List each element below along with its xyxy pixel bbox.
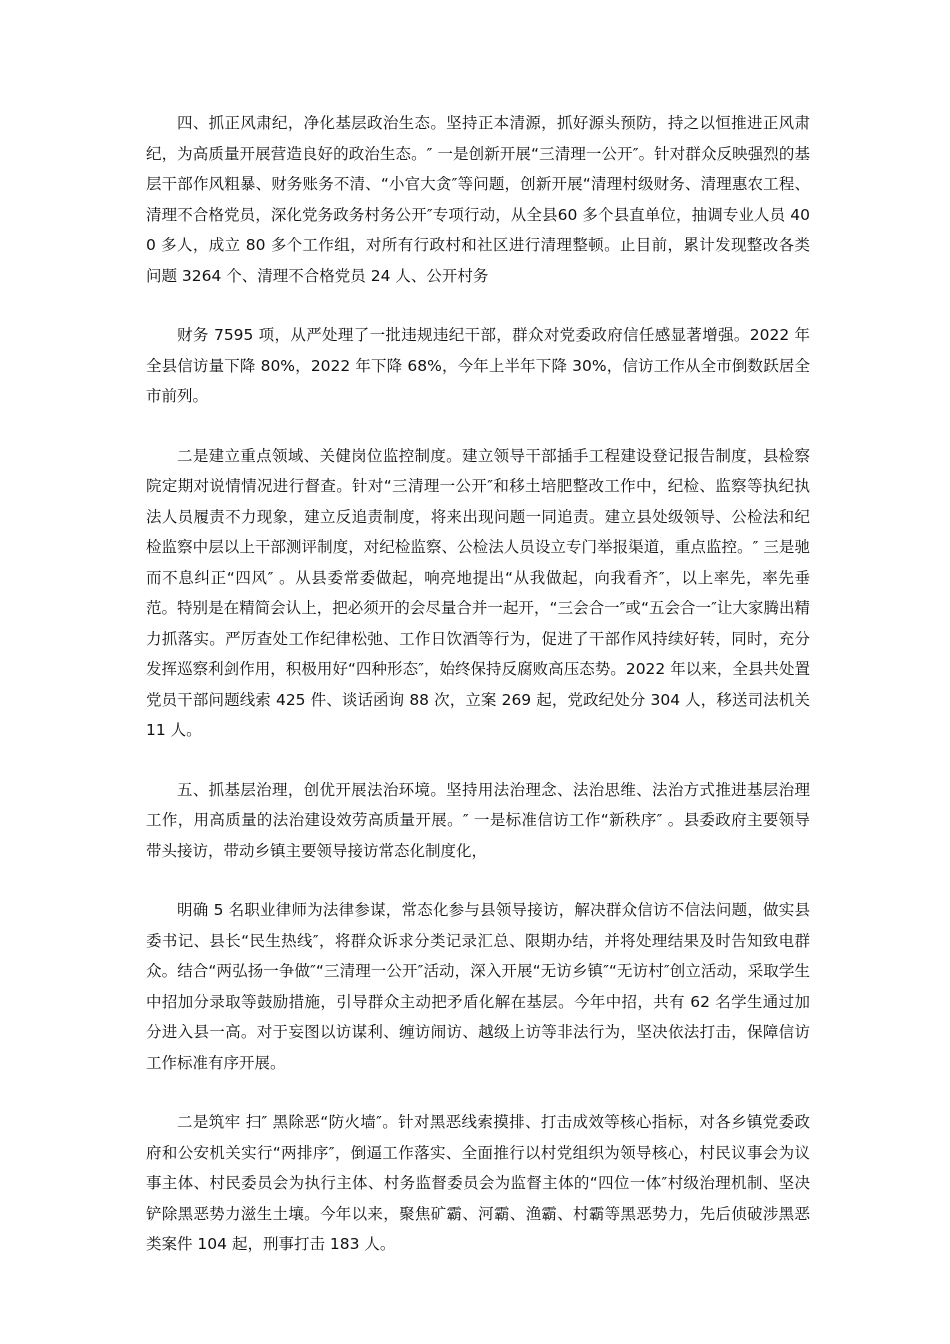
paragraph-finance-results: 财务 7595 项，从严处理了一批违规违纪干部，群众对党委政府信任感显著增强。2022 年全县信访量下降 80%，2022 年下降 68%，今年上半年下降 30%，信访工作从全市倒数跃居全市前列。 xyxy=(146,326,810,405)
paragraph-monitoring-system: 二是建立重点领域、关健岗位监控制度。建立领导干部插手工程建设登记报告制度，县检察院定期对说情情况进行督查。针对“三清理一公开″和移土培肥整改工作中，纪检、监察等执纪执法人员履责不力现象，建立反追责制度，将来出现问题一同追责。建立县处级领导、公检法和纪检监察中层以上干部测评制度，对纪检监察、公检法人员设立专门举报渠道，重点监控。″ 三是驰而不息纠正“四风″ 。从县委常委做起，响亮地提出“从我做起，向我看齐″，以上率先，率先垂范。特别是在精简会认上，把必须开的会尽量合并一起开，“三会合一″或“五会合一″让大家腾出精力抓落实。严厉查处工作纪律松弛、工作日饮酒等行为，促进了干部作风持续好转，同时，充分发挥巡察利剑作用，积极用好“四种形态″，始终保持反腐败高压态势。2022 年以来，全县共处置党员干部问题线索 425 件、谈话函询 88 次，立案 269 起，党政纪处分 304 人，移送司法机关 11 人。 xyxy=(146,446,810,739)
paragraph-grassroots-governance: 五、抓基层治理，创优开展法治环境。坚持用法治理念、法治思维、法治方式推进基层治理工作，用高质量的法治建设效劳高质量开展。″ 一是标准信访工作“新秩序″ 。县委政府主要领导带头接访，带动乡镇主要领导接访常态化制度化， xyxy=(146,780,810,860)
paragraph-discipline: 四、抓正风肃纪，净化基层政治生态。坚持正本清源，抓好源头预防，持之以恒推进正风肃纪，为高质量开展营造良好的政治生态。″ 一是创新开展“三清理一公开″。针对群众反映强烈的基层干部作风粗暴、财务账务不清、“小官大贪″等问题，创新开展“清理村级财务、清理惠农工程、清理不合格党员，深化党务政务村务公开″专项行动，从全县60 多个县直单位，抽调专业人员 400 多人，成立 80 多个工作组，对所有行政村和社区进行清理整顿。止目前，累计发现整改各类问题 3264 个、清理不合格党员 24 人、公开村务 xyxy=(146,114,810,285)
paragraph-lawyer-consultation: 明确 5 名职业律师为法律参谋，常态化参与县领导接访，解决群众信访不信法问题，做实县委书记、县长“民生热线″，将群众诉求分类记录汇总、限期办结，并将处理结果及时告知致电群众。结合“两弘扬一争做″“三清理一公开″活动，深入开展“无访乡镇″“无访村″创立活动，采取学生中招加分录取等鼓励措施，引导群众主动把矛盾化解在基层。今年中招，共有 62 名学生通过加分进入县一高。对于妄图以访谋利、缠访闹访、越级上访等非法行为，坚决依法打击，保障信访工作标准有序开展。 xyxy=(146,901,810,1072)
paragraph-anti-crime: 二是筑牢 扫″ 黑除恶“防火墙″。针对黑恶线索摸排、打击成效等核心指标，对各乡镇党委政府和公安机关实行“两排序″，倒逼工作落实、全面推行以村党组织为领导核心，村民议事会为议事主体、村民委员会为执行主体、村务监督委员会为监督主体的“四位一体″村级治理机制、坚决铲除黑恶势力滋生土壤。今年以来，聚焦矿霸、河霸、渔霸、村霸等黑恶势力，先后侦破涉黑恶类案件 104 起，刑事打击 183 人。 xyxy=(146,1113,810,1253)
